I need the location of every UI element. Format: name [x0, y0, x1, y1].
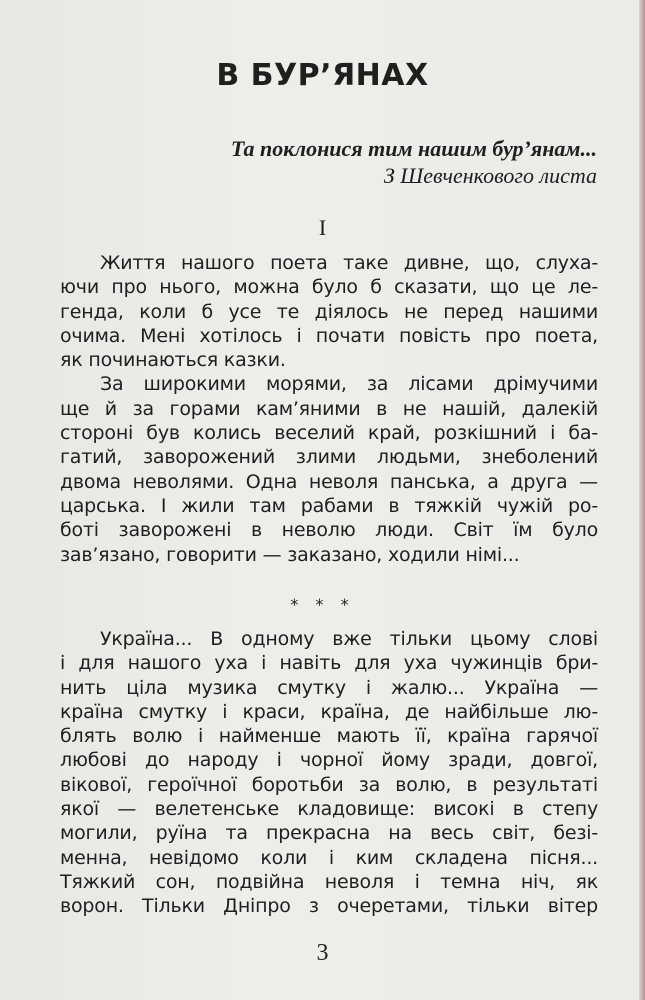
- text-line: Життя нашого поета таке дивне, що, слуха-: [100, 252, 598, 274]
- text-line: царська. І жили там рабами в тяжкій чужій ро-: [60, 494, 598, 517]
- text-line: очима. Мені хотілось і почати повість про поета,: [60, 324, 598, 347]
- text-line: могили, руїна та прекрасна на весь світ, безі-: [60, 822, 598, 845]
- text-line: зав’язано, говорити — заказано, ходили німі...: [60, 543, 520, 566]
- text-line: як починаються казки.: [60, 349, 286, 372]
- text-line: ще й за горами кам’яними в не нашій, далекій: [60, 397, 598, 420]
- text-line: і для нашого уха і навіть для уха чужинців бри-: [60, 652, 598, 675]
- text-line: нить ціла музика смутку і жалю... Україна —: [60, 676, 598, 699]
- text-line: Україна... В одному вже тільки цьому слові: [100, 628, 598, 650]
- page-number: 3: [316, 940, 329, 966]
- text-line: стороні був колись веселий край, розкішний і ба-: [60, 422, 598, 445]
- text-line: країна смутку і краси, країна, де найбільше лю-: [60, 700, 598, 723]
- text-line: боті заворожені в неволю люди. Світ їм було: [60, 519, 598, 542]
- epigraph-quote: Та поклонися тим нашим бур’янам...: [230, 136, 597, 161]
- text-line: Тяжкий сон, подвійна неволя і темна ніч, як: [60, 870, 598, 893]
- text-line: двома неволями. Одна неволя панська, а друга —: [60, 470, 598, 493]
- text-line: ючи про нього, можна було б сказати, що це ле-: [60, 276, 598, 299]
- text-line: якої — велетенське кладовище: високі в степу: [60, 798, 598, 821]
- epigraph: [231, 135, 597, 189]
- text-line: менна, невідомо коли і ким складена пісня...: [60, 846, 598, 869]
- section-separator: * * *: [290, 595, 355, 614]
- text-line: ворон. Тільки Дніпро з очеретами, тільки вітер: [60, 895, 598, 918]
- chapter-title: В БУР’ЯНАХ: [216, 58, 429, 93]
- text-line: За широкими морями, за лісами дрімучими: [100, 373, 598, 396]
- section-number: I: [318, 215, 327, 240]
- text-line: любові до народу і чорної йому зради, довгої,: [60, 749, 598, 772]
- text-line: блять волю і найменше мають її, країна гарячої: [60, 725, 598, 748]
- text-line: генда, коли б усе те діялось не перед нашими: [60, 300, 598, 323]
- text-line: вікової, героїчної боротьби за волю, в результаті: [60, 773, 598, 796]
- paragraph-block-1: [60, 251, 598, 567]
- page-edge: [639, 0, 645, 1000]
- paragraph-block-2: [60, 627, 598, 919]
- text-line: гатий, заворожений злими людьми, знеболений: [60, 446, 598, 469]
- epigraph-source: З Шевченкового листа: [383, 163, 597, 188]
